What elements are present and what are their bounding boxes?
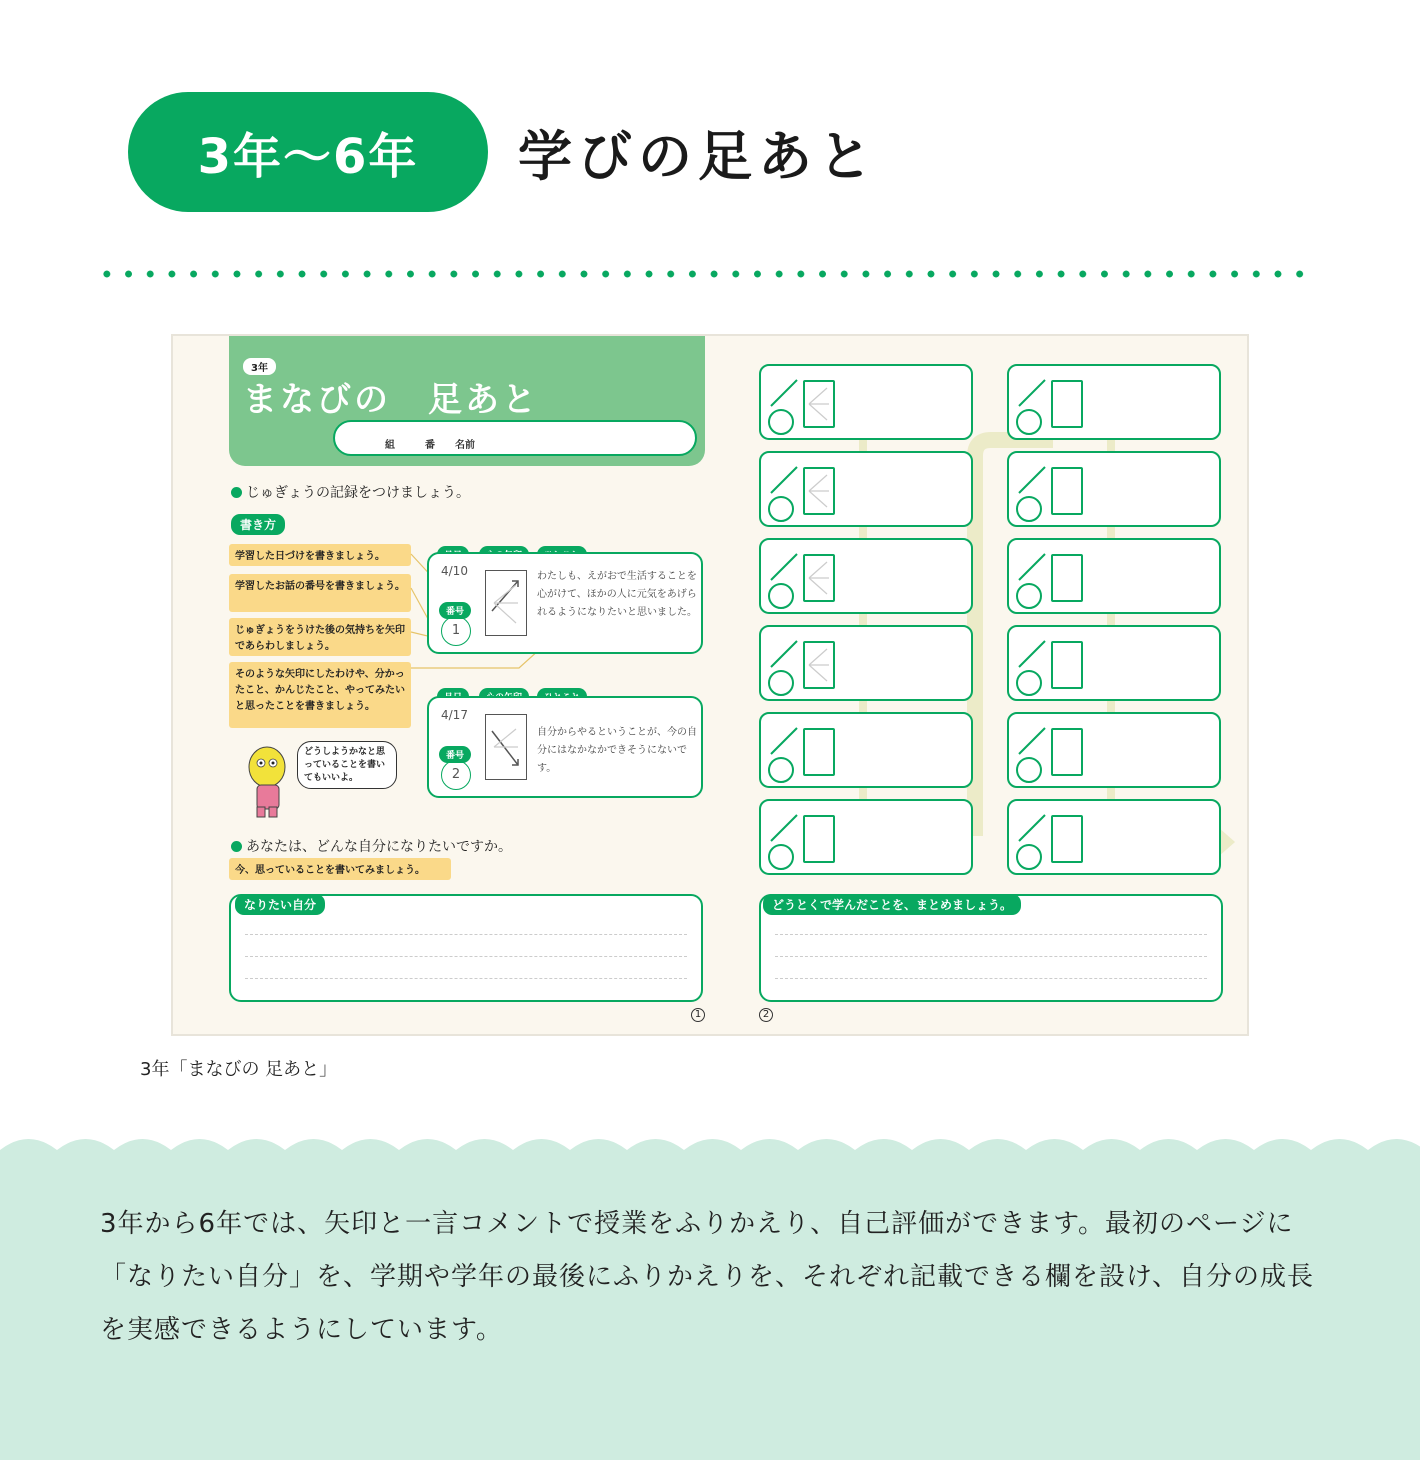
date-number-mark	[1015, 372, 1051, 436]
record-slot	[759, 538, 973, 614]
record-slot	[1007, 451, 1221, 527]
bullet-dot	[231, 841, 242, 852]
record-slot	[759, 799, 973, 875]
howto-step-2: 学習したお話の番号を書きましょう。	[229, 574, 411, 612]
record-slot	[759, 451, 973, 527]
want-self-label: なりたい自分	[235, 894, 325, 915]
date-number-mark	[767, 633, 803, 697]
record-slot	[1007, 364, 1221, 440]
date-number-mark	[1015, 720, 1051, 784]
arrow-slot	[1051, 467, 1083, 515]
record-slot	[1007, 712, 1221, 788]
section-header	[128, 92, 878, 212]
arrow-guide-icon	[805, 643, 833, 687]
date-number-mark	[767, 546, 803, 610]
summary-label: どうとくで学んだことを、まとめましょう。	[763, 894, 1021, 915]
book-title-banner	[229, 336, 705, 466]
example-record-1	[427, 552, 703, 654]
number-label: 番号	[439, 602, 471, 619]
arrow-slot	[803, 380, 835, 428]
grade-badge: 3年	[243, 358, 276, 375]
howto-step-3: じゅぎょうをうけた後の気持ちを矢印であらわしましょう。	[229, 618, 411, 656]
arrow-slot	[803, 728, 835, 776]
example-date: 4/10	[441, 564, 468, 578]
arrow-slot	[803, 641, 835, 689]
howto-label: 書き方	[231, 514, 285, 535]
example-number: 1	[441, 616, 471, 646]
arrow-guide-icon	[805, 382, 833, 426]
instruction-2	[231, 836, 512, 856]
example-comment: 自分からやるということが、今の自分にはなかなかできそうにないです。	[537, 727, 697, 774]
howto-step-4: そのような矢印にしたわけや、分かったこと、かんじたこと、やってみたいと思ったことを書きましょう。	[229, 662, 411, 728]
page-number-right: 2	[759, 1008, 773, 1022]
instruction-2-sub: 今、思っていることを書いてみましょう。	[229, 858, 451, 880]
date-number-mark	[767, 372, 803, 436]
book-title: まなびの 足あと	[243, 380, 539, 420]
arrow-slot	[1051, 554, 1083, 602]
example-date: 4/17	[441, 708, 468, 722]
arrow-icon	[486, 571, 526, 635]
arrow-box	[485, 570, 527, 636]
dotted-divider	[96, 270, 1311, 278]
record-slot	[1007, 538, 1221, 614]
date-number-mark	[1015, 459, 1051, 523]
arrow-icon	[486, 715, 526, 779]
arrow-slot	[803, 815, 835, 863]
description-text: 3年から6年では、矢印と一言コメントで授業をふりかえり、自己評価ができます。最初のページに「なりたい自分」を、学期や学年の最後にふりかえりを、それぞれ記載できる欄を設け、自分の成長を実感できるようにしています。	[100, 1209, 1314, 1345]
date-number-mark	[1015, 546, 1051, 610]
example-record-2	[427, 696, 703, 798]
record-slot	[759, 712, 973, 788]
book-spread-image	[171, 334, 1249, 1036]
number-label: 番号	[439, 746, 471, 763]
howto-step-1: 学習した日づけを書きましょう。	[229, 544, 411, 566]
arrow-slot	[803, 554, 835, 602]
speech-bubble: どうしようかなと思っていることを書いてもいいよ。	[297, 741, 397, 789]
date-number-mark	[1015, 633, 1051, 697]
example-number: 2	[441, 760, 471, 790]
page-number-left: 1	[691, 1008, 705, 1022]
date-number-mark	[767, 459, 803, 523]
record-slot	[1007, 799, 1221, 875]
date-number-mark	[767, 807, 803, 871]
arrow-guide-icon	[805, 469, 833, 513]
record-slot	[759, 364, 973, 440]
arrow-slot	[1051, 380, 1083, 428]
arrow-guide-icon	[805, 556, 833, 600]
date-number-mark	[1015, 807, 1051, 871]
grade-pill: 3年〜6年	[128, 92, 488, 212]
arrow-box	[485, 714, 527, 780]
example-comment: わたしも、えがおで生活することを心がけて、ほかの人に元気をあげられるようになりたいと思いました。	[537, 571, 697, 618]
section-title: 学びの足あと	[518, 124, 878, 188]
arrow-slot	[1051, 641, 1083, 689]
mascot-character	[245, 741, 295, 821]
image-caption: 3年「まなびの 足あと」	[140, 1059, 338, 1080]
arrow-slot	[1051, 728, 1083, 776]
instruction-1-text: じゅぎょうの記録をつけましょう。	[246, 485, 470, 501]
instruction-1	[231, 482, 470, 502]
record-slot	[759, 625, 973, 701]
bullet-dot	[231, 487, 242, 498]
arrow-slot	[803, 467, 835, 515]
record-slot	[1007, 625, 1221, 701]
instruction-2-text: あなたは、どんな自分になりたいですか。	[246, 839, 512, 855]
name-field: 組 番 名前	[333, 420, 697, 456]
arrow-slot	[1051, 815, 1083, 863]
date-number-mark	[767, 720, 803, 784]
